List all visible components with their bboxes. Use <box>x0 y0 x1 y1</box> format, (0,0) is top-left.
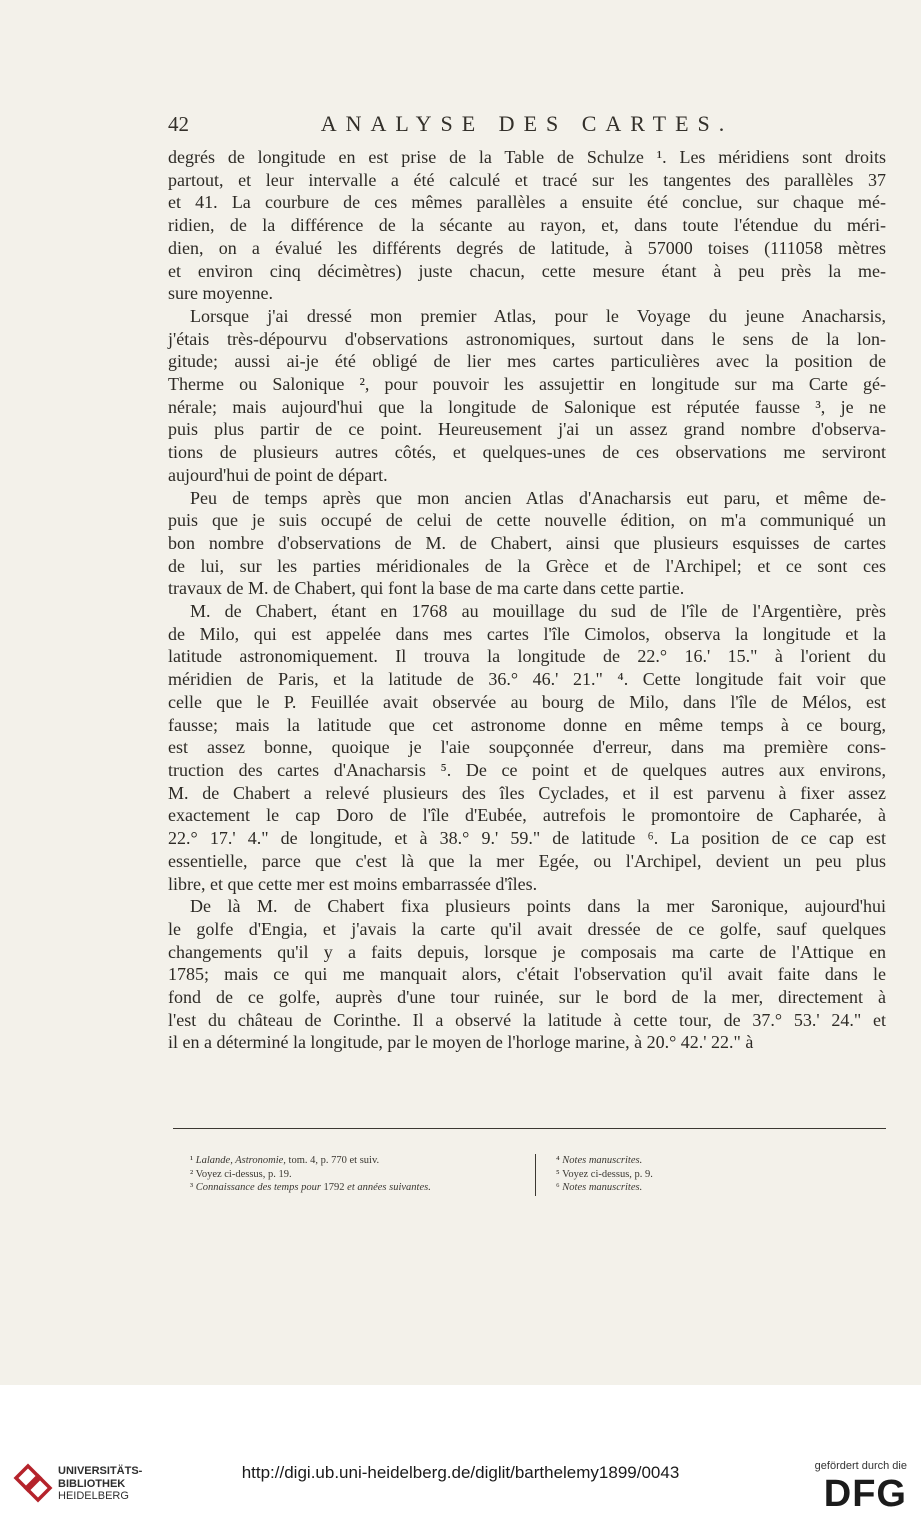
paragraph <box>168 146 886 305</box>
running-title: ANALYSE DES CARTES. <box>320 111 734 136</box>
text-line: bon nombre d'observations de M. de Chabert, ainsi que plusieurs esquisses de cartes <box>168 532 886 553</box>
text-line: dien, on a évalué les différents degrés de latitude, à 57000 toises (111058 mètres <box>168 237 886 258</box>
footnote-mark: ¹ <box>190 1155 194 1166</box>
footnote-mark: ⁵ <box>556 1168 560 1180</box>
footnote <box>190 1154 520 1168</box>
footnote-italic-text: et années suivantes. <box>347 1182 431 1193</box>
text-line: fausse; mais la latitude que cet astronome donne en même temps à ce bourg, <box>168 714 886 735</box>
text-line: M. de Chabert, étant en 1768 au mouillage du sud de l'île de l'Argentière, près <box>190 601 886 622</box>
text-line: gitude; aussi ai-je été obligé de lier mes cartes particulières avec la position de <box>168 351 886 372</box>
text-line: De là M. de Chabert fixa plusieurs points dans la mer Saronique, aujourd'hui <box>190 896 886 917</box>
text-line: travaux de M. de Chabert, qui font la base de ma carte dans cette partie. <box>168 578 685 599</box>
footnote <box>190 1168 520 1182</box>
permalink-url[interactable]: http://digi.ub.uni-heidelberg.de/diglit/barthelemy1899/0043 <box>241 1463 680 1482</box>
footnote-text: Voyez ci-dessus, p. 9. <box>559 1168 653 1180</box>
footnote <box>556 1168 856 1182</box>
paragraph <box>168 600 886 895</box>
text-line: degrés de longitude en est prise de la Table de Schulze ¹. Les méridiens sont droits <box>168 147 886 167</box>
footnote-italic-text: Notes manuscrites. <box>562 1182 643 1193</box>
text-line: truction des cartes d'Anacharsis ⁵. De ce point et de quelques autres aux environs, <box>168 759 886 780</box>
footnote-column-divider <box>535 1154 536 1196</box>
text-line: j'étais très-dépourvu d'observations astronomiques, surtout dans le sens de la lon- <box>168 328 886 349</box>
paragraph <box>168 895 886 1054</box>
text-line: celle que le P. Feuillée avait observée au bourg de Milo, dans l'île de Mélos, est <box>168 691 886 712</box>
footnote-mark: ² <box>190 1168 194 1180</box>
text-line: ridien, de la différence de la sécante au rayon, et, dans toute l'étendue du méri- <box>168 215 886 236</box>
text-line: fond de ce golfe, auprès d'une tour ruinée, sur le bord de la mer, directement à <box>168 987 886 1008</box>
body-text <box>168 146 886 1054</box>
text-line: partout, et leur intervalle a été calculé et tracé sur les tangentes des parallèles 37 <box>168 169 886 190</box>
text-line: il en a déterminé la longitude, par le moyen de l'horloge marine, à 20.° 42.' 22." à <box>168 1032 754 1053</box>
library-name-line-3: HEIDELBERG <box>58 1490 129 1502</box>
text-line: 1785; mais ce qui me manquait alors, c'était l'observation qu'il avait faite dans le <box>168 964 886 985</box>
footnote-mark: ³ <box>190 1182 194 1193</box>
text-line: et environ cinq décimètres) juste chacun, cette mesure étant à peu près la me- <box>168 260 886 281</box>
text-line: le golfe d'Engia, et j'avais la carte qu'il avait dressée de ce golfe, sauf quelques <box>168 918 886 939</box>
footnote-rule <box>173 1128 886 1129</box>
text-line: puis plus partir de ce point. Heureusement j'ai un assez grand nombre d'observa- <box>168 419 886 440</box>
text-line: Therme ou Salonique ², pour pouvoir les assujettir en longitude sur ma Carte gé- <box>168 374 886 395</box>
footnote-mark: ⁶ <box>556 1182 560 1193</box>
text-line: changements qu'il y a faits depuis, lorsque je composais ma carte de l'Attique en <box>168 941 886 962</box>
footnotes-right-column <box>556 1154 856 1195</box>
text-line: aujourd'hui de point de départ. <box>168 464 388 485</box>
text-line: exactement le cap Doro de l'île d'Eubée, autrefois le promontoire de Capharée, à <box>168 805 886 826</box>
text-line: essentielle, parce que c'est là que la mer Egée, ou l'Archipel, devient un peu plus <box>168 850 886 871</box>
text-line: nérale; mais aujourd'hui que la longitude de Salonique est réputée fausse ³, je ne <box>168 396 886 417</box>
dfg-logo: DFG <box>823 1473 907 1515</box>
text-line: sure moyenne. <box>168 283 273 304</box>
footnote-text: Voyez ci-dessus, p. 19. <box>193 1168 292 1180</box>
text-line: libre, et que cette mer est moins embarrassée d'îles. <box>168 873 538 894</box>
footnote-mark: ⁴ <box>556 1155 560 1166</box>
text-line: Peu de temps après que mon ancien Atlas d'Anacharsis eut paru, et même de- <box>190 487 886 508</box>
footnote <box>190 1181 520 1195</box>
text-line: et 41. La courbure de ces mêmes parallèles a ensuite été conclue, sur chaque mé- <box>168 192 886 213</box>
footnotes-left-column <box>190 1154 520 1195</box>
footnote-text: 1792 <box>320 1182 348 1193</box>
page-header <box>168 112 886 142</box>
funding-caption: gefördert durch die <box>814 1460 907 1472</box>
text-line: latitude astronomiquement. Il trouva la longitude de 22.° 16.' 15." à l'orient du <box>168 646 886 667</box>
text-line: Lorsque j'ai dressé mon premier Atlas, pour le Voyage du jeune Anacharsis, <box>190 305 886 326</box>
text-line: puis que je suis occupé de celui de cette nouvelle édition, on m'a communiqué un <box>168 510 886 531</box>
text-line: l'est du château de Corinthe. Il a observé la latitude à cette tour, de 37.° 53.' 24." et <box>168 1009 886 1030</box>
text-line: de lui, sur les parties méridionales de la Grèce et de l'Archipel; et ce sont ces <box>168 555 886 576</box>
text-line: tions de plusieurs autres côtés, et quelques-unes de ces observations me serviront <box>168 442 886 463</box>
footnote-text: tom. 4, p. 770 et suiv. <box>285 1155 380 1166</box>
library-name-line-1: UNIVERSITÄTS- <box>58 1465 143 1477</box>
page-number: 42 <box>168 112 189 136</box>
footnote-italic-text: Lalande, Astronomie, <box>195 1155 286 1166</box>
text-line: M. de Chabert a relevé plusieurs des îles Cyclades, et il est parvenu à fixer assez <box>168 782 886 803</box>
footnote-italic-text: Notes manuscrites. <box>562 1155 643 1166</box>
text-line: méridien de Paris, et la latitude de 36.° 46.' 21." ⁴. Cette longitude fait voir que <box>168 669 886 690</box>
library-name-line-2: BIBLIOTHEK <box>58 1477 126 1490</box>
footnote <box>556 1154 856 1168</box>
paragraph <box>168 487 886 601</box>
text-line: est assez bonne, quoique je l'aie soupçonnée d'erreur, dans ma première cons- <box>168 737 886 758</box>
text-line: 22.° 17.' 4." de longitude, et à 38.° 9.' 59." de latitude ⁶. La position de ce cap est <box>168 828 886 849</box>
text-line: de Milo, qui est appelée dans mes cartes l'île Cimolos, observa la longitude et la <box>168 623 886 644</box>
footnote <box>556 1181 856 1195</box>
footnote-italic-text: Connaissance des temps pour <box>195 1182 321 1193</box>
paragraph <box>168 305 886 487</box>
